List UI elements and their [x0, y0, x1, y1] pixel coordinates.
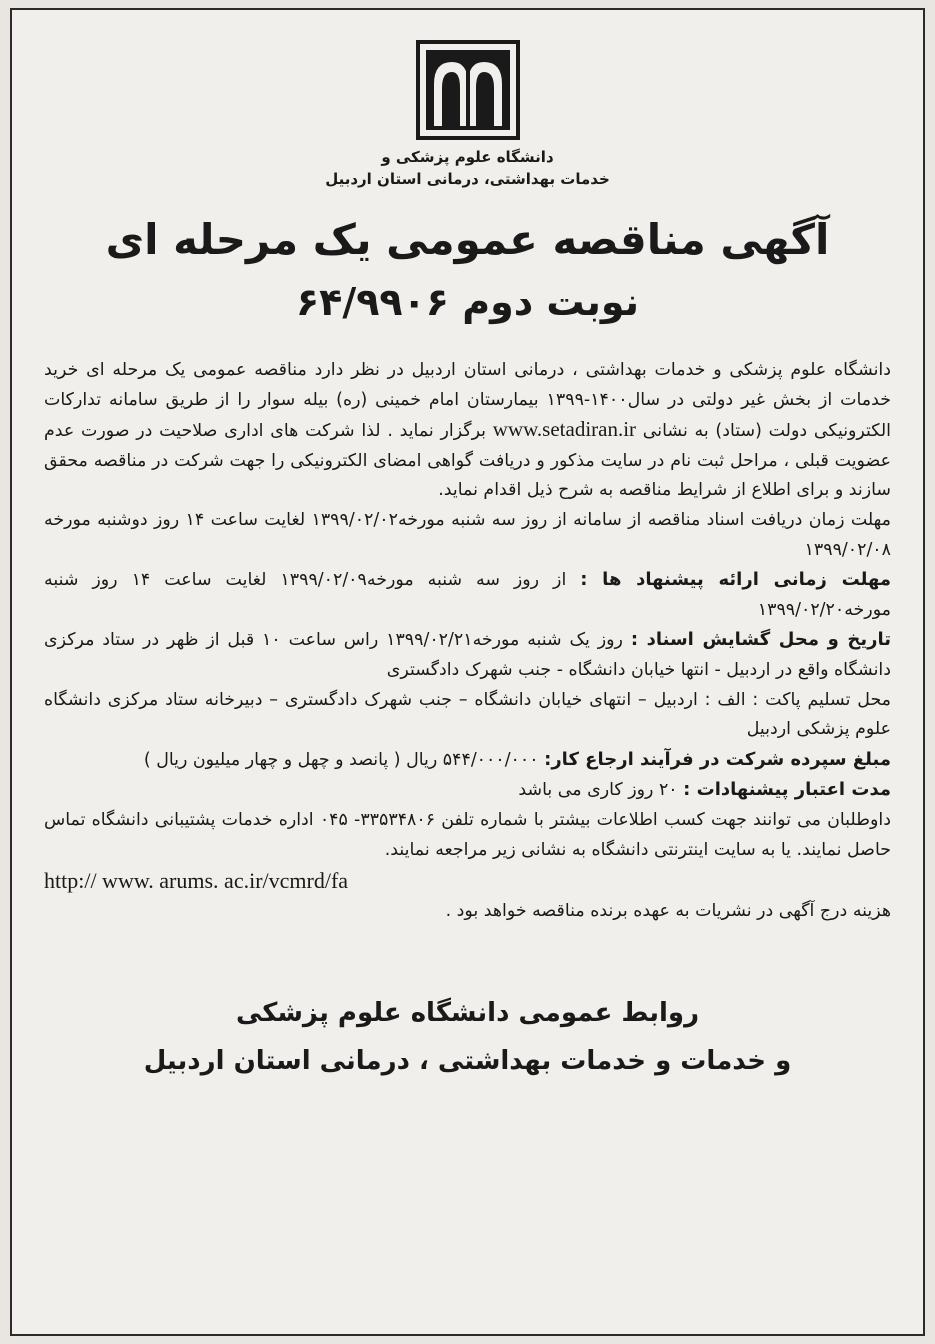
- footer-signature: [44, 989, 891, 1085]
- footer-line1: روابط عمومی دانشگاه علوم پزشکی: [235, 997, 700, 1028]
- announcement-frame: [10, 8, 925, 1336]
- footer-line2: و خدمات و خدمات بهداشتی ، درمانی استان اردبیل: [143, 1045, 792, 1076]
- announcement-title: آگهی مناقصه عمومی یک مرحله ای: [105, 215, 830, 264]
- university-name-line2: خدمات بهداشتی، درمانی استان اردبیل: [325, 170, 610, 188]
- opening-info: [44, 625, 891, 685]
- university-logo-icon: [416, 40, 520, 140]
- deposit-info: [44, 745, 891, 776]
- intro-text-2: برگزار نماید . لذا شرکت های اداری صلاحیت در صورت عدم عضویت قبلی ، مراحل ثبت نام در سایت مذکور و دریافت گواهی امضای الکترونیکی را جهت شرکت در مناقصه محقق سازند و برای اطلاع از شرایط مناقصه به شرح ذیل اقدام نماید.: [44, 421, 891, 501]
- intro-paragraph: [44, 356, 891, 506]
- announcement-subtitle: نوبت دوم ۶۴/۹۹۰۶: [295, 280, 640, 324]
- header: [44, 40, 891, 190]
- contact-info: داوطلبان می توانند جهت کسب اطلاعات بیشتر با شماره تلفن ۳۳۵۳۴۸۰۶- ۰۴۵ اداره خدمات پشتیبانی دانشگاه تماس حاصل نمایند. یا به سایت اینترنتی دانشگاه به نشانی زیر مراجعه نمایند.: [44, 809, 891, 860]
- university-name-line1: دانشگاه علوم پزشکی و: [381, 148, 554, 166]
- bids-deadline-label: مهلت زمانی ارائه پیشنهاد ها :: [580, 569, 891, 591]
- bids-deadline-text: از روز سه شنبه مورخه۱۳۹۹/۰۲/۰۹ لغایت ساعت ۱۴ روز شنبه مورخه۱۳۹۹/۰۲/۲۰: [44, 570, 891, 620]
- opening-text: روز یک شنبه مورخه۱۳۹۹/۰۲/۲۱ راس ساعت ۱۰ قبل از ظهر در ستاد مرکزی دانشگاه واقع در اردبیل - انتها خیابان دانشگاه - جنب شهرک دادگستری: [44, 630, 891, 680]
- deposit-label: مبلغ سپرده شرکت در فرآیند ارجاع کار:: [544, 748, 891, 770]
- validity-label: مدت اعتبار پیشنهادات :: [683, 779, 891, 801]
- setad-site-link[interactable]: www.setadiran.ir: [492, 417, 637, 442]
- university-name: [44, 146, 891, 190]
- opening-label: تاریخ و محل گشایش اسناد :: [630, 629, 891, 651]
- intro-text: دانشگاه علوم پزشکی و خدمات بهداشتی ، درمانی استان اردبیل در نظر دارد مناقصه عمومی یک مرحله ای خرید خدمات از بخش غیر دولتی در سال۱۴۰۰-۱۳۹۹ بیمارستان امام خمینی (ره) بیله سوار را از طریق سامانه تدارکات الکترونیکی دولت (ستاد) به نشانی: [44, 360, 892, 442]
- deposit-text: ۵۴۴/۰۰۰/۰۰۰ ریال ( پانصد و چهل و چهار میلیون ریال ): [143, 749, 539, 770]
- cost-note: هزینه درج آگهی در نشریات به عهده برنده مناقصه خواهد بود .: [445, 901, 891, 922]
- university-url-link[interactable]: http:// www. arums. ac.ir/vcmrd/fa: [44, 868, 349, 894]
- announcement-body: [44, 356, 891, 927]
- validity-info: [44, 775, 891, 806]
- validity-text: ۲۰ روز کاری می باشد: [518, 780, 678, 801]
- delivery-info: محل تسلیم پاکت : الف : اردبیل – انتهای خیابان دانشگاه – جنب شهرک دادگستری – دبیرخانه ستاد مرکزی دانشگاه علوم پزشکی اردبیل: [44, 689, 891, 740]
- bids-deadline: [44, 565, 891, 625]
- docs-deadline: مهلت زمان دریافت اسناد مناقصه از سامانه از روز سه شنبه مورخه۱۳۹۹/۰۲/۰۲ لغایت ساعت ۱۴ روز دوشنبه مورخه ۱۳۹۹/۰۲/۰۸: [44, 509, 892, 560]
